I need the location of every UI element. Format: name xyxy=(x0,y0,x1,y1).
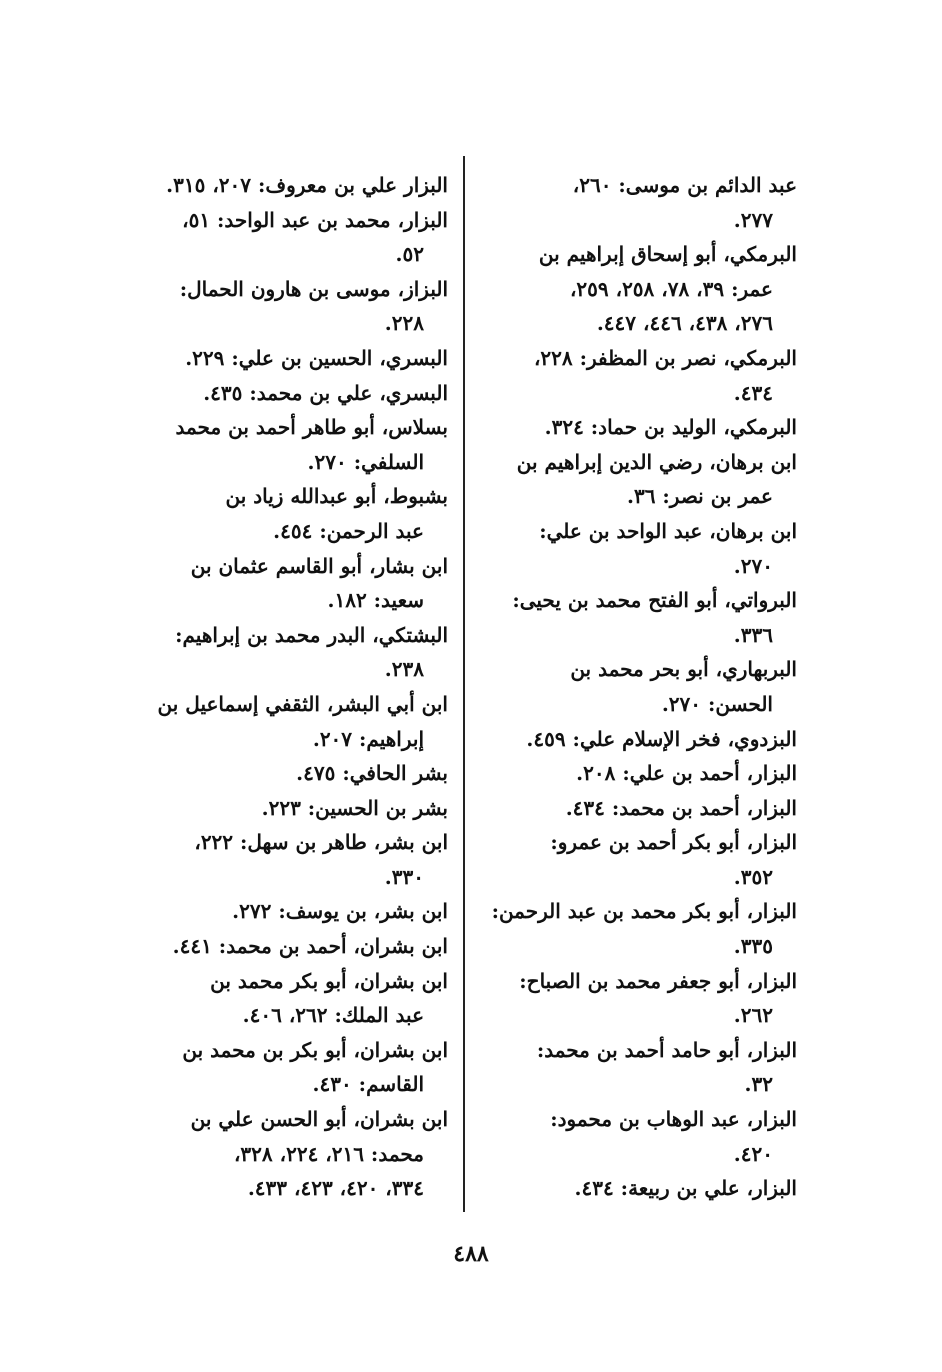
index-entry: ابن برهان، عبد الواحد بن علي: xyxy=(539,518,797,543)
index-entry: البزار، أبو بكر محمد بن عبد الرحمن: xyxy=(491,899,797,924)
index-entry-continuation: ٢٧٦، ٤٣٨، ٤٤٦، ٤٤٧. xyxy=(596,311,773,336)
index-column-right xyxy=(487,168,797,1206)
index-entry-continuation: ٢٧٧. xyxy=(733,207,773,232)
index-entry: البزار، أحمد بن علي: ٢٠٨. xyxy=(576,761,797,786)
index-entry: البزار علي بن معروف: ٢٠٧، ٣١٥. xyxy=(166,173,448,197)
index-entry: البربهاري، أبو بحر محمد بن xyxy=(570,657,797,682)
index-entry: البزار، أبو بكر أحمد بن عمرو: xyxy=(550,830,797,855)
index-entry: عبد الدائم بن موسى: ٢٦٠، xyxy=(572,173,797,197)
index-entry: البزدوي، فخر الإسلام علي: ٤٥٩. xyxy=(526,726,797,751)
column-divider xyxy=(463,156,465,1212)
index-entry: البزار، عبد الوهاب بن محمود: xyxy=(550,1107,797,1132)
index-entry: ابن بشران، أبو بكر بن محمد بن xyxy=(182,1037,448,1062)
index-column-left xyxy=(135,168,448,1206)
index-entry-continuation: ٢٢٨. xyxy=(384,311,424,336)
index-entry-continuation: ٣٣٠. xyxy=(384,864,424,889)
index-entry: البرمكي، أبو إسحاق إبراهيم بن xyxy=(538,242,797,267)
index-entry: ابن بشران، أبو الحسن علي بن xyxy=(190,1107,448,1132)
index-entry-continuation: السلفي: ٢٧٠. xyxy=(307,449,424,474)
index-entry: البزاز، موسى بن هارون الحمال: xyxy=(179,276,448,301)
index-entry-continuation: ٥٢. xyxy=(395,242,424,267)
index-entry: البسري، علي بن محمد: ٤٣٥. xyxy=(203,380,448,405)
index-entry-continuation: عمر: ٣٩، ٧٨، ٢٥٨، ٢٥٩، xyxy=(569,276,773,301)
index-entry: ابن أبي البشر، الثقفي إسماعيل بن xyxy=(157,691,448,716)
index-entry-continuation: ٣٢. xyxy=(744,1072,773,1097)
index-entry: بسلاس، أبو طاهر أحمد بن محمد xyxy=(175,415,448,440)
index-entry-continuation: القاسم: ٤٣٠. xyxy=(312,1072,424,1097)
page-number: ٤٨٨ xyxy=(453,1241,489,1267)
index-entry: البزار، محمد بن عبد الواحد: ٥١، xyxy=(182,207,448,232)
index-entry: ابن بشران، أحمد بن محمد: ٤٤١. xyxy=(172,934,448,959)
index-entry-continuation: ٢٦٢. xyxy=(733,1003,773,1028)
index-entry-continuation: ٤٢٠. xyxy=(733,1141,773,1166)
index-entry-continuation: ٢٣٨. xyxy=(384,657,424,682)
index-entry-continuation: محمد: ٢١٦، ٢٢٤، ٣٢٨، xyxy=(233,1141,424,1166)
index-entry-continuation: ٣٣٤، ٤٢٠، ٤٢٣، ٤٣٣. xyxy=(247,1176,424,1201)
index-entry-continuation: ٣٣٥. xyxy=(733,934,773,959)
index-entry: ابن بشران، أبو بكر محمد بن xyxy=(210,968,448,993)
index-entry: ابن بشر، بن يوسف: ٢٧٢. xyxy=(232,899,448,924)
index-entry-continuation: إبراهيم: ٢٠٧. xyxy=(312,726,424,751)
index-entry: بشر الحافي: ٤٧٥. xyxy=(296,761,448,786)
index-entry: البزار، أحمد بن محمد: ٤٣٤. xyxy=(565,795,797,820)
index-entry: ابن بشر، طاهر بن سهل: ٢٢٢، xyxy=(194,830,448,855)
index-entry-continuation: عبد الملك: ٢٦٢، ٤٠٦. xyxy=(242,1003,424,1028)
index-entry: بشبوط، أبو عبدالله زياد بن xyxy=(225,484,448,509)
index-entry: ابن برهان، رضي الدين إبراهيم بن xyxy=(516,449,797,474)
index-entry-continuation: ٢٧٠. xyxy=(733,553,773,578)
index-entry-continuation: ٤٣٤. xyxy=(733,380,773,405)
index-entry-continuation: ٣٣٦. xyxy=(733,622,773,647)
index-entry-continuation: الحسن: ٢٧٠. xyxy=(661,691,773,716)
index-entry-continuation: ٣٥٢. xyxy=(733,864,773,889)
index-entry: البرمكي، الوليد بن حماد: ٣٢٤. xyxy=(544,415,797,440)
index-entry: البزار، أبو حامد أحمد بن محمد: xyxy=(536,1037,797,1062)
index-entry-continuation: سعيد: ١٨٢. xyxy=(327,588,424,613)
index-entry: البرمكي، نصر بن المظفر: ٢٢٨، xyxy=(533,345,797,370)
index-entry: البزار، أبو جعفر محمد بن الصباح: xyxy=(519,968,797,993)
index-entry: بشر بن الحسين: ٢٢٣. xyxy=(261,795,448,820)
index-entry: ابن بشار، أبو القاسم عثمان بن xyxy=(190,553,448,578)
index-entry: البرواتي، أبو الفتح محمد بن يحيى: xyxy=(512,588,797,613)
index-entry-continuation: عبد الرحمن: ٤٥٤. xyxy=(273,518,424,543)
index-entry-continuation: عمر بن نصر: ٣٦. xyxy=(627,484,773,509)
index-entry: البزار، علي بن ربيعة: ٤٣٤. xyxy=(574,1176,797,1201)
index-entry: البسري، الحسين بن علي: ٢٢٩. xyxy=(185,345,448,370)
index-entry: البشتكي، البدر محمد بن إبراهيم: xyxy=(175,622,448,647)
